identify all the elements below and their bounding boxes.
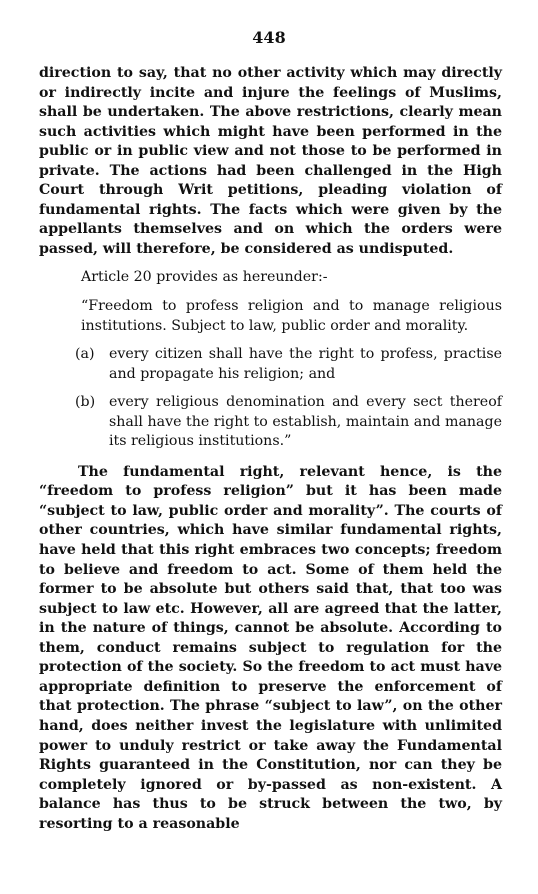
- clause-a-marker: (a): [75, 346, 95, 363]
- clause-b-text: every religious denomination and every sect thereof shall have the right to establish, maintain and manage its religious institutions.”: [109, 394, 502, 450]
- page-body: [39, 64, 502, 834]
- continuation-paragraph: direction to say, that no other activity which may directly or indirectly incite and injure the feelings of Muslims, shall be undertaken. The above restrictions, clearly mean such activities which might have been performed in the public or in public view and not those to be performed in private. The actions had been challenged in the High Court through Writ petitions, pleading violation of fundamental rights. The facts which were given by the appellants themselves and on which the orders were passed, will therefore, be considered as undisputed.: [39, 65, 502, 257]
- clause-a: [39, 345, 502, 384]
- clause-b-marker: (b): [75, 394, 96, 411]
- clause-a-text: every citizen shall have the right to profess, practise and propagate his religion; and: [109, 346, 502, 382]
- article-quote-heading: “Freedom to profess religion and to manage religious institutions. Subject to law, public order and morality.: [81, 298, 502, 334]
- article-intro-paragraph: Article 20 provides as hereunder:-: [81, 269, 328, 286]
- discussion-paragraph: The fundamental right, relevant hence, is the “freedom to profess religion” but it has been made “subject to law, public order and morality”. The courts of other countries, which have similar fundamental rights, have held that this right embraces two concepts; freedom to believe and freedom to act. Some of them held the former to be absolute but others said that, that too was subject to law etc. However, all are agreed that the latter, in the nature of things, cannot be absolute. According to them, conduct remains subject to regulation for the protection of the society. So the freedom to act must have appropriate definition to preserve the enforcement of that protection. The phrase “subject to law”, on the other hand, does neither invest the legislature with unlimited power to unduly restrict or take away the Fundamental Rights guaranteed in the Constitution, nor can they be completely ignored or by-passed as non-existent. A balance has thus to be struck between the two, by resorting to a reasonable: [39, 463, 502, 832]
- page-number: 448: [252, 28, 286, 47]
- clause-b: [39, 393, 502, 452]
